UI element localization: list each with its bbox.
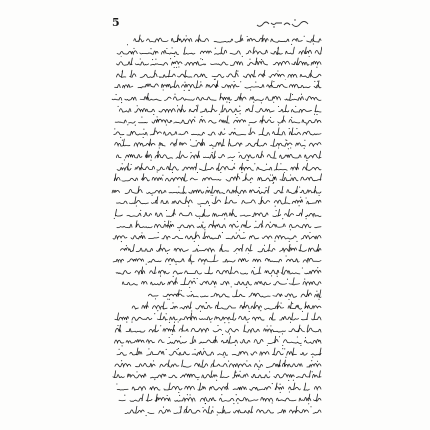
text-line bbox=[110, 312, 322, 324]
text-line bbox=[110, 104, 322, 116]
text-line bbox=[110, 405, 322, 417]
urdu-handwritten-body-text bbox=[110, 34, 322, 417]
text-line bbox=[110, 243, 322, 255]
text-line bbox=[110, 127, 322, 139]
text-line bbox=[110, 335, 322, 347]
text-line bbox=[110, 393, 322, 405]
text-line bbox=[110, 382, 322, 394]
text-line bbox=[110, 370, 322, 382]
text-line bbox=[110, 266, 322, 278]
page-number: 5 bbox=[112, 16, 120, 29]
text-line bbox=[110, 301, 322, 313]
text-line bbox=[110, 34, 322, 46]
text-line bbox=[110, 185, 322, 197]
text-line bbox=[110, 46, 322, 58]
text-line bbox=[110, 196, 322, 208]
running-header-calligraphy bbox=[254, 18, 310, 28]
text-line bbox=[110, 57, 322, 69]
text-line bbox=[110, 254, 322, 266]
text-line bbox=[110, 150, 322, 162]
text-line bbox=[110, 220, 322, 232]
text-line bbox=[110, 162, 322, 174]
text-line bbox=[110, 173, 322, 185]
text-line bbox=[110, 277, 322, 289]
text-line bbox=[110, 324, 322, 336]
text-line bbox=[110, 115, 322, 127]
text-line bbox=[110, 92, 322, 104]
text-line bbox=[110, 138, 322, 150]
text-line bbox=[110, 347, 322, 359]
text-line bbox=[110, 359, 322, 371]
text-line bbox=[110, 231, 322, 243]
text-line bbox=[110, 289, 322, 301]
text-line bbox=[110, 208, 322, 220]
text-line bbox=[110, 80, 322, 92]
text-line bbox=[110, 69, 322, 81]
